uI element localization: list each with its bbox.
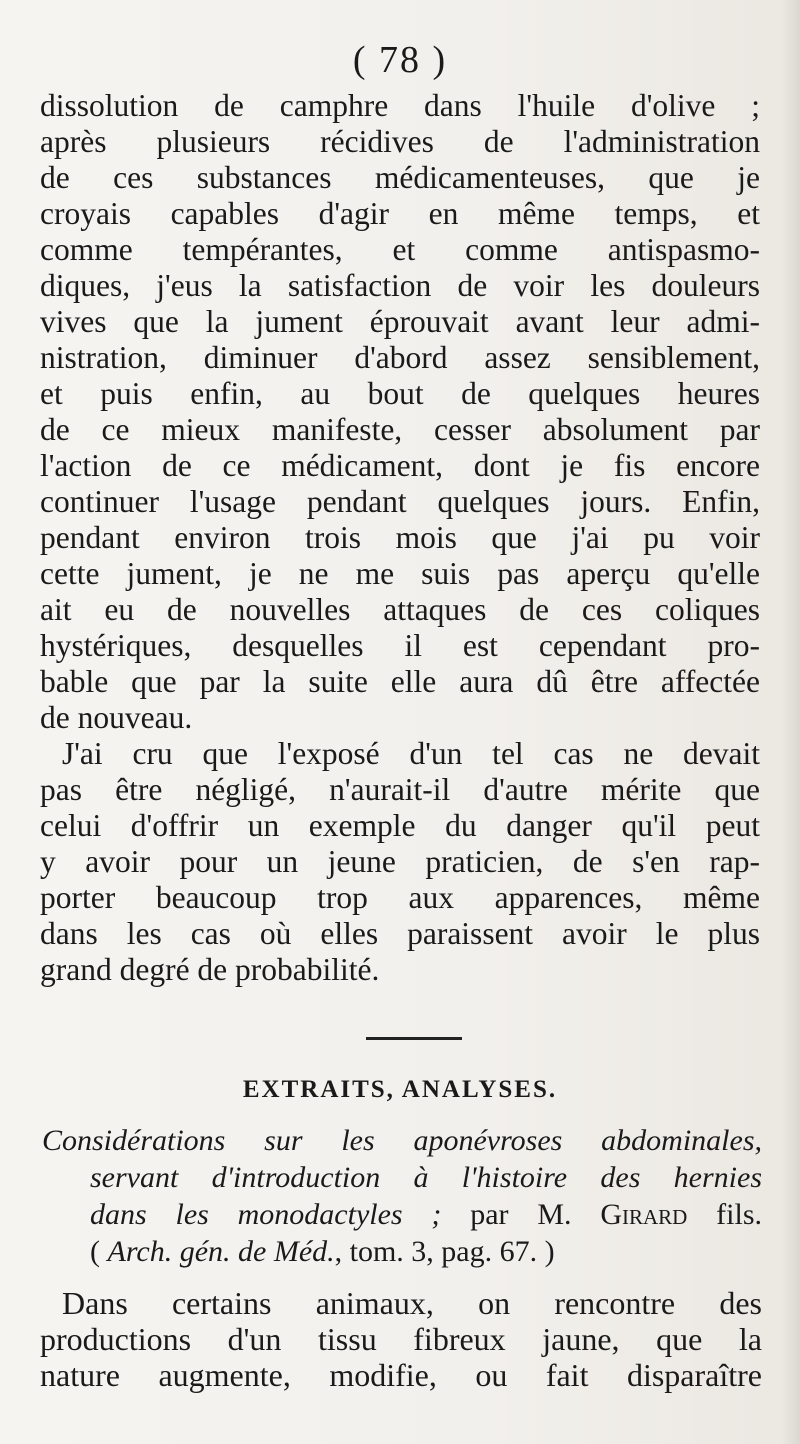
text-line: y avoir pour un jeune praticien, de s'en rap- xyxy=(40,844,760,879)
text-line: de nouveau. xyxy=(40,700,193,735)
text-line: croyais capables d'agir en même temps, et xyxy=(40,196,760,231)
text-line: ait eu de nouvelles attaques de ces coliques xyxy=(40,592,760,627)
paragraph-3 xyxy=(40,1285,762,1393)
text-line: nistration, diminuer d'abord assez sensiblement, xyxy=(40,340,760,375)
text-line: diques, j'eus la satisfaction de voir les douleurs xyxy=(40,268,760,303)
text-line: grand degré de probabilité. xyxy=(40,952,380,987)
text-line: de ce mieux manifeste, cesser absolument par xyxy=(40,412,760,447)
page-number: ( 78 ) xyxy=(352,39,448,81)
citation-journal: Arch. gén. de Méd. xyxy=(107,1235,335,1268)
text-line: J'ai cru que l'exposé d'un tel cas ne devait xyxy=(62,736,760,771)
citation-open-paren: ( xyxy=(90,1235,108,1268)
text-line: porter beaucoup trop aux apparences, même xyxy=(40,880,760,915)
text-line: vives que la jument éprouvait avant leur admi- xyxy=(40,304,760,339)
citation-title-line: servant d'introduction à l'histoire des hernies xyxy=(90,1161,762,1194)
citation-par: par M. xyxy=(441,1198,601,1231)
text-line: hystériques, desquelles il est cependant pro- xyxy=(40,628,760,663)
text-line: et puis enfin, au bout de quelques heures xyxy=(40,376,760,411)
text-line: Dans certains animaux, on rencontre des xyxy=(62,1285,762,1321)
text-line: nature augmente, modifie, ou fait disparaître xyxy=(40,1357,762,1393)
text-line: pendant environ trois mois que j'ai pu voir xyxy=(40,520,760,555)
article-citation xyxy=(42,1122,762,1270)
text-line: pas être négligé, n'aurait-il d'autre mérite que xyxy=(40,772,760,807)
text-line: de ces substances médicamenteuses, que je xyxy=(40,160,760,195)
text-line: dissolution de camphre dans l'huile d'olive ; xyxy=(40,88,760,123)
text-line: cette jument, je ne me suis pas aperçu qu'elle xyxy=(40,556,760,591)
citation-author-line xyxy=(42,1196,762,1233)
citation-source-line xyxy=(42,1233,762,1270)
text-line: comme tempérantes, et comme antispasmo- xyxy=(40,232,760,267)
text-line: l'action de ce médicament, dont je fis encore xyxy=(40,448,760,483)
text-line: continuer l'usage pendant quelques jours. Enfin, xyxy=(40,484,760,519)
page-edge-shadow xyxy=(782,0,800,1444)
section-divider xyxy=(366,1037,462,1040)
citation-title-line: Considérations sur les aponévroses abdominales, xyxy=(42,1124,762,1157)
text-line: après plusieurs récidives de l'administration xyxy=(40,124,760,159)
citation-author: Girard xyxy=(600,1198,688,1231)
citation-volume: , tom. 3, pag. 67. ) xyxy=(334,1235,555,1268)
text-line: productions d'un tissu fibreux jaune, que la xyxy=(40,1321,762,1357)
paragraph-1 xyxy=(40,88,760,988)
citation-title-end: dans les monodactyles ; xyxy=(90,1198,442,1231)
text-line: bable que par la suite elle aura dû être affectée xyxy=(40,664,760,699)
text-line: celui d'offrir un exemple du danger qu'il peut xyxy=(40,808,760,843)
citation-fils: fils. xyxy=(687,1198,762,1231)
section-heading: EXTRAITS, ANALYSES. xyxy=(242,1076,558,1103)
text-line: dans les cas où elles paraissent avoir le plus xyxy=(40,916,760,951)
